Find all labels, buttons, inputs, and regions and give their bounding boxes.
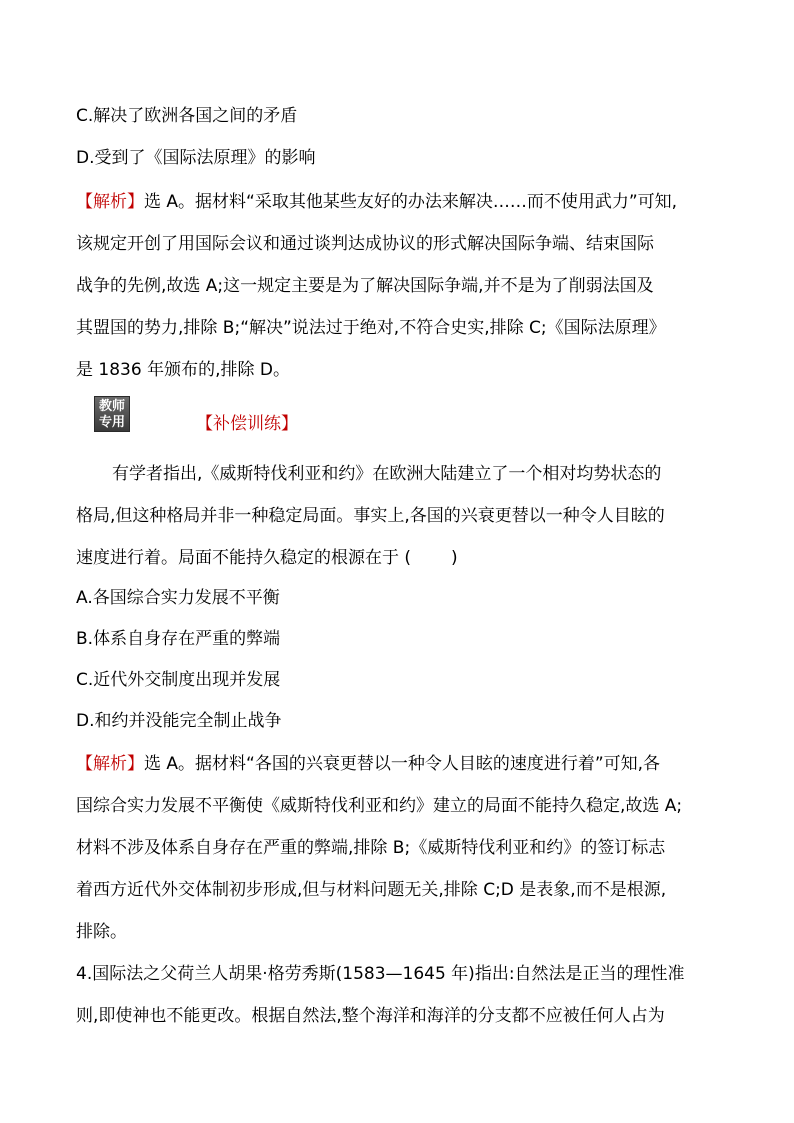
- answer-paren-open: (: [404, 548, 412, 568]
- stem-text: 速度进行着。局面不能持久稳定的根源在于: [76, 548, 399, 568]
- analysis-line: 着西方近代外交体制初步形成,但与材料问题无关,排除 C;D 是表象,而不是根源,: [76, 880, 667, 900]
- question-line: 4.国际法之父荷兰人胡果·格劳秀斯(1583—1645 年)指出:自然法是正当的理性准: [76, 964, 685, 984]
- analysis-line: 材料不涉及体系自身存在严重的弊端,排除 B;《威斯特伐利亚和约》的签订标志: [76, 838, 666, 858]
- badge-line: 教师: [98, 399, 125, 414]
- analysis-tag: 【解析】: [76, 192, 144, 212]
- stem-line: 有学者指出,《威斯特伐利亚和约》在欧洲大陆建立了一个相对均势状态的: [112, 464, 662, 484]
- analysis-line: 该规定开创了用国际会议和通过谈判达成协议的形式解决国际争端、结束国际: [76, 234, 654, 254]
- analysis-line: [76, 752, 660, 776]
- question-line: 则,即使神也不能更改。根据自然法,整个海洋和海洋的分支都不应被任何人占为: [76, 1006, 665, 1026]
- stem-line: [76, 546, 458, 570]
- option-b: B.体系自身存在严重的弊端: [76, 629, 281, 649]
- option-c: C.解决了欧洲各国之间的矛盾: [76, 106, 298, 126]
- option-a: A.各国综合实力发展不平衡: [76, 588, 280, 608]
- analysis-text: 选 A。据材料“采取其他某些友好的办法来解决……而不使用武力”可知,: [144, 192, 678, 212]
- analysis-tag: 【解析】: [76, 754, 144, 774]
- analysis-line: [76, 190, 677, 214]
- badge-line: 专用: [98, 415, 125, 430]
- stem-line: 格局,但这种格局并非一种稳定局面。事实上,各国的兴衰更替以一种令人目眩的: [76, 506, 665, 526]
- analysis-line: 战争的先例,故选 A;这一规定主要是为了解决国际争端,并不是为了削弱法国及: [76, 276, 654, 296]
- analysis-line: 其盟国的势力,排除 B;“解决”说法过于绝对,不符合史实,排除 C;《国际法原理》: [76, 318, 666, 338]
- analysis-line: 排除。: [76, 922, 127, 942]
- answer-paren-close: ): [451, 548, 458, 568]
- option-d: D.受到了《国际法原理》的影响: [76, 148, 316, 168]
- analysis-text: 选 A。据材料“各国的兴衰更替以一种令人目眩的速度进行着”可知,各: [144, 754, 661, 774]
- option-c: C.近代外交制度出现并发展: [76, 670, 281, 690]
- teacher-only-badge: [94, 396, 130, 432]
- analysis-line: 是 1836 年颁布的,排除 D。: [76, 360, 290, 380]
- supplement-title: 【补偿训练】: [196, 414, 298, 434]
- option-d: D.和约并没能完全制止战争: [76, 711, 282, 731]
- analysis-line: 国综合实力发展不平衡使《威斯特伐利亚和约》建立的局面不能持久稳定,故选 A;: [76, 796, 683, 816]
